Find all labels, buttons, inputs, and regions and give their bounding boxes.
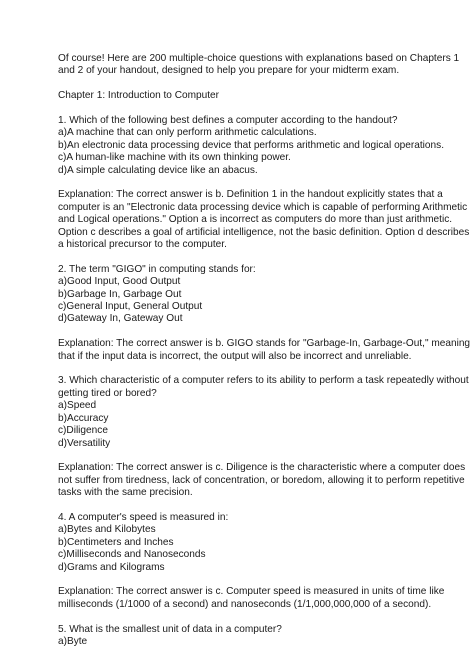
question-text: 2. The term "GIGO" in computing stands for:	[58, 263, 256, 275]
answer-option: b)Garbage In, Garbage Out	[58, 288, 182, 300]
intro-paragraph	[58, 53, 460, 78]
explanation-line: Explanation: The correct answer is b. GIGO stands for "Garbage-In, Garbage-Out," meaning	[58, 338, 471, 350]
answer-option: d)A simple calculating device like an abacus.	[58, 164, 258, 176]
answer-option: b)An electronic data processing device that performs arithmetic and logical operations.	[58, 139, 445, 151]
answer-option: d)Versatility	[58, 437, 111, 449]
spacer	[58, 574, 434, 586]
answer-option: b)Accuracy	[58, 412, 109, 424]
explanation-line: not suffer from tiredness, lack of concentration, or boredom, allowing it to perform repetitive	[58, 474, 465, 486]
spacer	[58, 363, 434, 375]
explanation-line: a historical precursor to the computer.	[58, 239, 227, 251]
explanation-line: Explanation: The correct answer is c. Diligence is the characteristic where a computer does	[58, 462, 466, 474]
explanation-line: that if the input data is incorrect, the output will also be incorrect and unreliable.	[58, 350, 412, 362]
answer-option: a)Speed	[58, 400, 97, 412]
explanation-line: Explanation: The correct answer is b. Definition 1 in the handout explicitly states that a	[58, 189, 443, 201]
answer-option: a)Bytes and Kilobytes	[58, 524, 156, 536]
answer-option: d)Gateway In, Gateway Out	[58, 313, 183, 325]
question-block	[58, 624, 434, 648]
explanation-line: Explanation: The correct answer is c. Computer speed is measured in units of time like	[58, 586, 445, 598]
spacer	[58, 450, 434, 462]
question-list	[58, 115, 471, 648]
question-text: 5. What is the smallest unit of data in a computer?	[58, 623, 282, 635]
question-block	[58, 263, 471, 376]
spacer	[58, 611, 434, 623]
answer-option: a)A machine that can only perform arithmetic calculations.	[58, 127, 317, 139]
intro-line: Of course! Here are 200 multiple-choice questions with explanations based on Chapters 1	[58, 53, 460, 64]
explanation-line: milliseconds (1/1000 of a second) and nanoseconds (1/1,000,000,000 of a second).	[58, 598, 432, 610]
question-text: 3. Which characteristic of a computer refers to its ability to perform a task repeatedly without	[58, 375, 469, 387]
answer-option: b)Centimeters and Inches	[58, 536, 174, 548]
answer-option: c)General Input, General Output	[58, 301, 203, 313]
spacer	[58, 251, 434, 263]
explanation-line: tasks with the same precision.	[58, 487, 193, 499]
question-block	[58, 375, 469, 511]
answer-option: c)Milliseconds and Nanoseconds	[58, 549, 206, 561]
explanation-line: Option c describes a goal of artificial intelligence, not the basic definition. Option d describes	[58, 226, 470, 238]
question-block	[58, 511, 445, 624]
answer-option: a)Good Input, Good Output	[58, 276, 181, 288]
explanation-line: computer is an "Electronic data processing device which is capable of performing Arithmetic	[58, 201, 468, 213]
answer-option: d)Grams and Kilograms	[58, 561, 165, 573]
question-text: 1. Which of the following best defines a computer according to the handout?	[58, 115, 398, 126]
question-text: getting tired or bored?	[58, 387, 157, 399]
chapter-heading: Chapter 1: Introduction to Computer	[58, 90, 220, 102]
spacer	[58, 326, 434, 338]
explanation-line: and Logical operations." Option a is incorrect as computers do more than just arithmetic.	[58, 214, 453, 226]
question-text: 4. A computer's speed is measured in:	[58, 511, 229, 523]
answer-option: c)Diligence	[58, 425, 108, 437]
intro-line: and 2 of your handout, designed to help you prepare for your midterm exam.	[58, 65, 400, 77]
question-block	[58, 115, 470, 264]
answer-option: a)Byte	[58, 635, 88, 647]
answer-option: c)A human-like machine with its own thinking power.	[58, 152, 291, 164]
spacer	[58, 500, 434, 512]
spacer	[58, 177, 434, 189]
